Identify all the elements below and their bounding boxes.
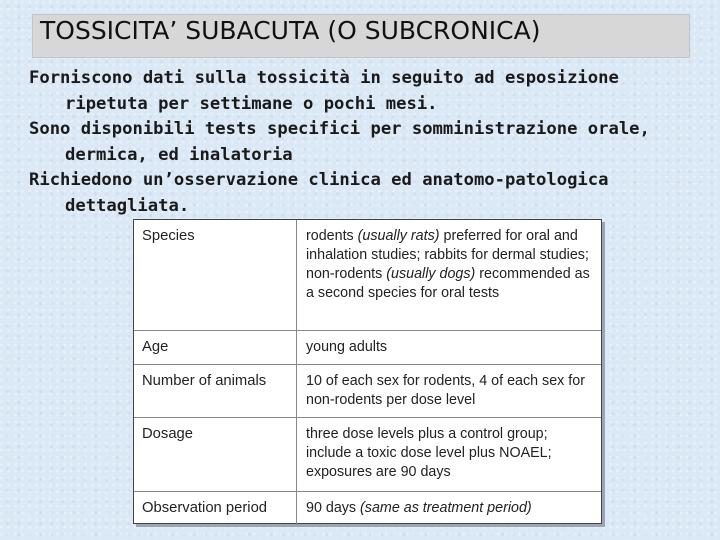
body-text [29, 66, 709, 219]
table-row-species [134, 220, 601, 330]
row-label-observation-period: Observation period [134, 491, 297, 525]
row-value-observation-period [297, 491, 602, 525]
row-value-age [297, 330, 602, 364]
value-text: three dose levels plus a control group; include a toxic dose level plus NOAEL; exposures are 90 days [306, 425, 552, 480]
row-label-species: Species [134, 220, 297, 330]
row-value-species [297, 220, 602, 330]
study-design-table [133, 219, 602, 524]
value-text: preferred for oral and inhalation studies; rabbits for dermal studies; non-rodents [306, 228, 589, 282]
value-note: (usually rats) [357, 228, 440, 244]
row-value-dosage [297, 417, 602, 491]
value-text: young adults [306, 338, 388, 355]
table-row-dosage [134, 417, 601, 491]
table-row-age [134, 330, 601, 364]
paragraph-repeated-exposure: Forniscono dati sulla tossicità in seguito ad esposizione ripetuta per settimane o pochi mesi. [29, 68, 619, 114]
table-row-observation-period [134, 491, 601, 525]
row-label-number-of-animals: Number of animals [134, 364, 297, 417]
value-text: recommended as a second species for oral tests [306, 266, 590, 301]
value-text: 10 of each sex for rodents, 4 of each sex for non-rodents per dose level [306, 372, 585, 408]
value-text: 90 days [306, 499, 361, 516]
value-text: rodents [306, 228, 358, 244]
study-table [134, 220, 601, 525]
row-label-age: Age [134, 330, 297, 364]
value-note: (same as treatment period) [360, 499, 532, 516]
paragraph-observation: Richiedono un’osservazione clinica ed anatomo-patologica dettagliata. [29, 170, 609, 216]
value-note: (usually dogs) [386, 266, 476, 282]
slide-title: TOSSICITA’ SUBACUTA (O SUBCRONICA) [40, 16, 541, 45]
table-row-number-of-animals [134, 364, 601, 417]
row-label-dosage: Dosage [134, 417, 297, 491]
paragraph-specific-tests: Sono disponibili tests specifici per somministrazione orale, dermica, ed inalatoria [29, 119, 650, 165]
row-value-number-of-animals [297, 364, 602, 417]
